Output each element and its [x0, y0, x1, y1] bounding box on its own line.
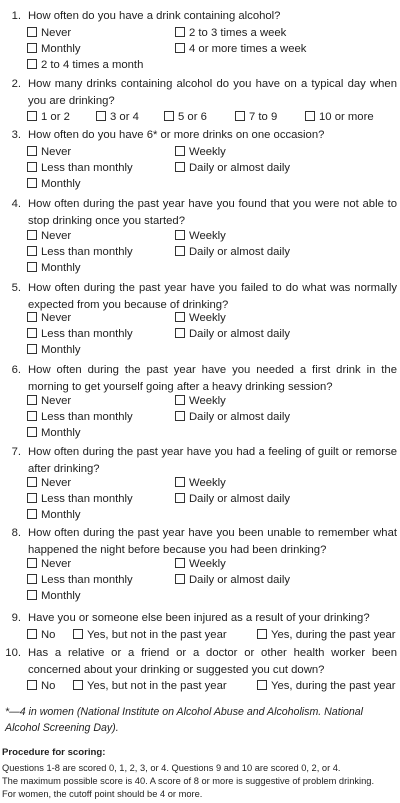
- checkbox-icon[interactable]: [175, 477, 185, 487]
- option-weekly[interactable]: Weekly: [175, 393, 226, 409]
- option-weekly[interactable]: Weekly: [175, 228, 226, 244]
- checkbox-icon[interactable]: [175, 395, 185, 405]
- question-text: How often during the past year have you found that you were not able to stop drinking once you started?: [28, 198, 397, 227]
- question-3: [5, 127, 397, 144]
- checkbox-icon[interactable]: [175, 43, 185, 53]
- checkbox-icon[interactable]: [27, 328, 37, 338]
- checkbox-icon[interactable]: [305, 111, 315, 121]
- question-text: How often during the past year have you had a feeling of guilt or remorse after drinking?: [28, 446, 397, 475]
- checkbox-icon[interactable]: [27, 230, 37, 240]
- option-yes-during-past-year[interactable]: Yes, during the past year: [257, 678, 396, 694]
- question-4: [5, 196, 397, 230]
- checkbox-icon[interactable]: [175, 574, 185, 584]
- option-4-or-more-times-a-week[interactable]: 4 or more times a week: [175, 41, 306, 57]
- option-daily-or-almost-daily[interactable]: Daily or almost daily: [175, 572, 290, 588]
- checkbox-icon[interactable]: [27, 509, 37, 519]
- option-daily-or-almost-daily[interactable]: Daily or almost daily: [175, 491, 290, 507]
- checkbox-icon[interactable]: [27, 395, 37, 405]
- scoring-line: Questions 1-8 are scored 0, 1, 2, 3, or 4. Questions 9 and 10 are scored 0, 2, or 4.: [2, 763, 341, 773]
- checkbox-icon[interactable]: [27, 146, 37, 156]
- question-1: [5, 8, 397, 25]
- option-10-or-more[interactable]: 10 or more: [305, 109, 374, 125]
- option-monthly[interactable]: Monthly: [27, 507, 81, 523]
- option-never[interactable]: Never: [27, 144, 71, 160]
- option-monthly[interactable]: Monthly: [27, 260, 81, 276]
- footnote: *—4 in women (National Institute on Alcohol Abuse and Alcoholism. National Alcohol Screening Day).: [5, 706, 364, 734]
- checkbox-icon[interactable]: [257, 629, 267, 639]
- question-text: How often during the past year have you failed to do what was normally expected from you because of drinking?: [28, 282, 397, 311]
- option-less-than-monthly[interactable]: Less than monthly: [27, 326, 133, 342]
- question-number: 10.: [5, 647, 21, 659]
- option-less-than-monthly[interactable]: Less than monthly: [27, 491, 133, 507]
- option-1-or-2[interactable]: 1 or 2: [27, 109, 70, 125]
- option-monthly[interactable]: Monthly: [27, 588, 81, 604]
- option-less-than-monthly[interactable]: Less than monthly: [27, 160, 133, 176]
- option-weekly[interactable]: Weekly: [175, 310, 226, 326]
- option-3-or-4[interactable]: 3 or 4: [96, 109, 139, 125]
- option-2-to-3-times-a-week[interactable]: 2 to 3 times a week: [175, 25, 286, 41]
- checkbox-icon[interactable]: [27, 27, 37, 37]
- checkbox-icon[interactable]: [175, 328, 185, 338]
- question-2: [5, 76, 397, 110]
- question-number: 4.: [11, 198, 21, 210]
- option-daily-or-almost-daily[interactable]: Daily or almost daily: [175, 160, 290, 176]
- option-weekly[interactable]: Weekly: [175, 475, 226, 491]
- checkbox-icon[interactable]: [27, 344, 37, 354]
- checkbox-icon[interactable]: [73, 629, 83, 639]
- option-never[interactable]: Never: [27, 475, 71, 491]
- option-weekly[interactable]: Weekly: [175, 556, 226, 572]
- checkbox-icon[interactable]: [164, 111, 174, 121]
- checkbox-icon[interactable]: [175, 558, 185, 568]
- question-text: Has a relative or a friend or a doctor or other health worker been concerned about your drinking or suggested you cut down?: [28, 647, 397, 676]
- checkbox-icon[interactable]: [175, 230, 185, 240]
- checkbox-icon[interactable]: [175, 411, 185, 421]
- checkbox-icon[interactable]: [27, 411, 37, 421]
- checkbox-icon[interactable]: [175, 146, 185, 156]
- question-number: 7.: [11, 446, 21, 458]
- option-never[interactable]: Never: [27, 393, 71, 409]
- question-text: Have you or someone else been injured as a result of your drinking?: [28, 612, 370, 624]
- checkbox-icon[interactable]: [73, 680, 83, 690]
- option-less-than-monthly[interactable]: Less than monthly: [27, 572, 133, 588]
- checkbox-icon[interactable]: [175, 27, 185, 37]
- question-7: [5, 444, 397, 478]
- option-no[interactable]: No: [27, 678, 55, 694]
- question-8: [5, 525, 397, 559]
- scoring-line: For women, the cutoff point should be 4 or more.: [2, 789, 203, 799]
- checkbox-icon[interactable]: [27, 680, 37, 690]
- option-monthly[interactable]: Monthly: [27, 425, 81, 441]
- question-number: 6.: [11, 364, 21, 376]
- option-yes-during-past-year[interactable]: Yes, during the past year: [257, 627, 396, 643]
- checkbox-icon[interactable]: [27, 178, 37, 188]
- option-5-or-6[interactable]: 5 or 6: [164, 109, 207, 125]
- option-weekly[interactable]: Weekly: [175, 144, 226, 160]
- option-never[interactable]: Never: [27, 228, 71, 244]
- checkbox-icon[interactable]: [27, 427, 37, 437]
- scoring-line: The maximum possible score is 40. A score of 8 or more is suggestive of problem drinking.: [2, 776, 375, 786]
- option-monthly[interactable]: Monthly: [27, 41, 81, 57]
- option-daily-or-almost-daily[interactable]: Daily or almost daily: [175, 326, 290, 342]
- question-10: [5, 645, 397, 679]
- question-text: How often do you have 6* or more drinks on one occasion?: [28, 129, 325, 141]
- option-less-than-monthly[interactable]: Less than monthly: [27, 409, 133, 425]
- checkbox-icon[interactable]: [175, 312, 185, 322]
- option-yes-not-past-year[interactable]: Yes, but not in the past year: [73, 627, 227, 643]
- option-no[interactable]: No: [27, 627, 55, 643]
- checkbox-icon[interactable]: [257, 680, 267, 690]
- checkbox-icon[interactable]: [27, 162, 37, 172]
- question-number: 2.: [11, 78, 21, 90]
- option-monthly[interactable]: Monthly: [27, 176, 81, 192]
- option-2-to-4-times-a-month[interactable]: 2 to 4 times a month: [27, 57, 143, 73]
- checkbox-icon[interactable]: [96, 111, 106, 121]
- question-text: How often during the past year have you needed a first drink in the morning to get yourself going after a heavy drinking session?: [28, 364, 397, 393]
- checkbox-icon[interactable]: [27, 590, 37, 600]
- checkbox-icon[interactable]: [175, 162, 185, 172]
- checkbox-icon[interactable]: [235, 111, 245, 121]
- checkbox-icon[interactable]: [27, 111, 37, 121]
- option-monthly[interactable]: Monthly: [27, 342, 81, 358]
- checkbox-icon[interactable]: [175, 493, 185, 503]
- option-never[interactable]: Never: [27, 25, 71, 41]
- option-7-to-9[interactable]: 7 to 9: [235, 109, 277, 125]
- question-6: [5, 362, 397, 396]
- question-number: 1.: [11, 10, 21, 22]
- checkbox-icon[interactable]: [27, 629, 37, 639]
- option-less-than-monthly[interactable]: Less than monthly: [27, 244, 133, 260]
- question-text: How often do you have a drink containing alcohol?: [28, 10, 281, 22]
- question-number: 8.: [11, 527, 21, 539]
- checkbox-icon[interactable]: [27, 574, 37, 584]
- checkbox-icon[interactable]: [175, 246, 185, 256]
- option-never[interactable]: Never: [27, 310, 71, 326]
- option-never[interactable]: Never: [27, 556, 71, 572]
- question-number: 9.: [11, 612, 21, 624]
- option-yes-not-past-year[interactable]: Yes, but not in the past year: [73, 678, 227, 694]
- option-daily-or-almost-daily[interactable]: Daily or almost daily: [175, 409, 290, 425]
- question-number: 3.: [11, 129, 21, 141]
- option-daily-or-almost-daily[interactable]: Daily or almost daily: [175, 244, 290, 260]
- scoring-heading: Procedure for scoring:: [2, 747, 106, 758]
- checkbox-icon[interactable]: [27, 43, 37, 53]
- question-5: [5, 280, 397, 314]
- question-text: How many drinks containing alcohol do you have on a typical day when you are drinking?: [28, 78, 397, 107]
- checkbox-icon[interactable]: [27, 262, 37, 272]
- checkbox-icon[interactable]: [27, 312, 37, 322]
- checkbox-icon[interactable]: [27, 59, 37, 69]
- question-text: How often during the past year have you been unable to remember what happened the night before because you had been drinking?: [28, 527, 397, 556]
- checkbox-icon[interactable]: [27, 477, 37, 487]
- checkbox-icon[interactable]: [27, 558, 37, 568]
- question-number: 5.: [11, 282, 21, 294]
- checkbox-icon[interactable]: [27, 493, 37, 503]
- question-9: [5, 610, 397, 627]
- checkbox-icon[interactable]: [27, 246, 37, 256]
